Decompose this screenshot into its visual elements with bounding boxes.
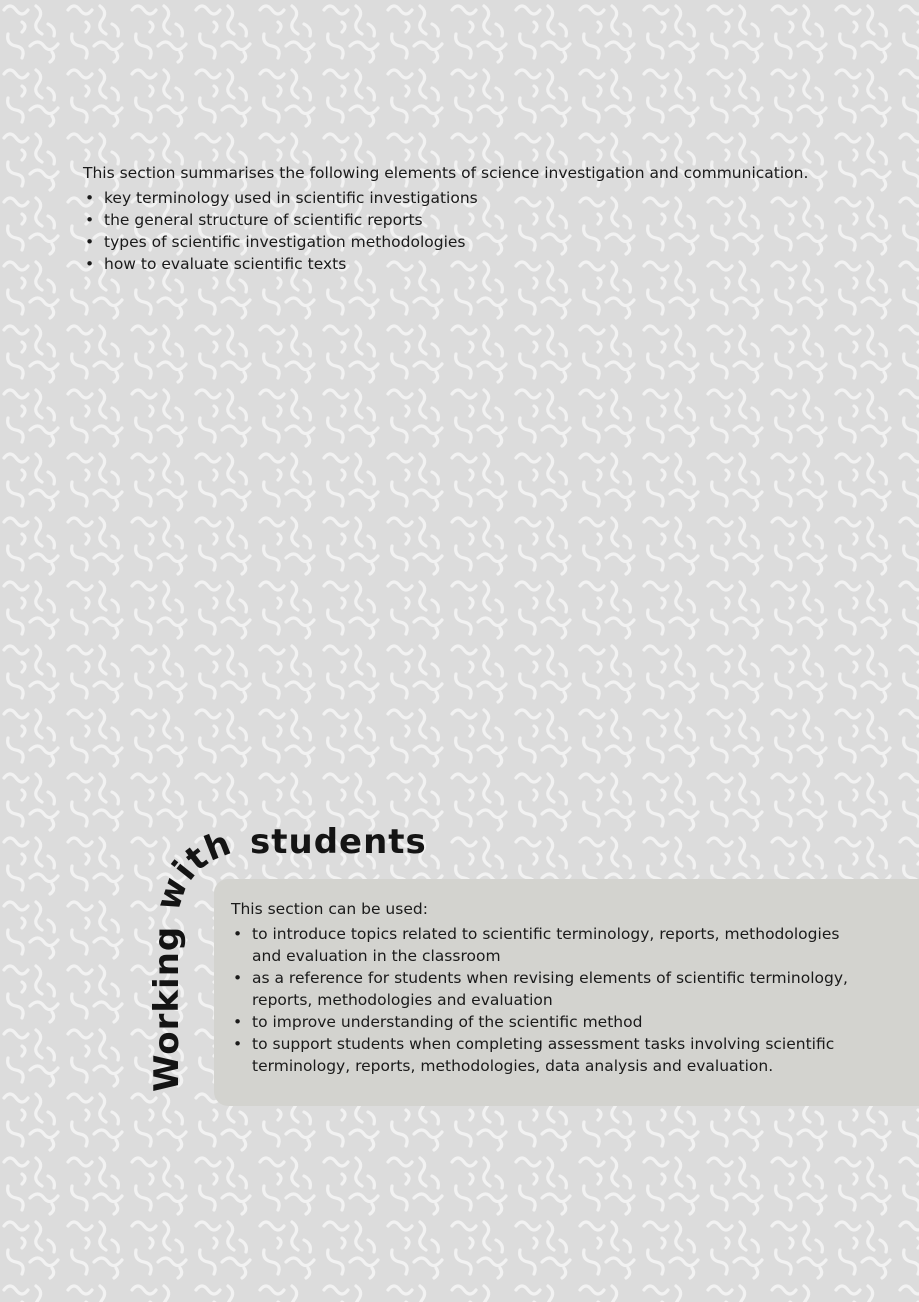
heading-students: students <box>250 822 427 862</box>
list-item: • to support students when completing assessment tasks involving scientific terminology, reports, methodologies, data analysis and evaluation. <box>233 1035 835 1075</box>
summary-lead: This section summarises the following elements of science investigation and communication. <box>83 164 809 182</box>
bullet-icon: • <box>85 189 95 207</box>
list-item: • to improve understanding of the scientific method <box>233 1013 643 1031</box>
list-item: • the general structure of scientific reports <box>85 211 423 229</box>
list-item: • types of scientific investigation methodologies <box>85 233 466 251</box>
list-item: • key terminology used in scientific investigations <box>85 189 478 207</box>
bullet-icon: • <box>85 233 95 251</box>
section-summary <box>83 162 883 275</box>
panel-content <box>231 898 871 1077</box>
bullet-icon: • <box>233 925 243 943</box>
bullet-icon: • <box>85 211 95 229</box>
heading-working-with: Working with <box>146 823 238 1092</box>
svg-text:Working with <box>147 823 237 1092</box>
bullet-icon: • <box>233 969 243 987</box>
panel-lead: This section can be used: <box>231 900 428 918</box>
list-item: • how to evaluate scientific texts <box>85 255 347 273</box>
bullet-icon: • <box>85 255 95 273</box>
bullet-icon: • <box>233 1013 243 1031</box>
usage-list <box>231 923 871 1077</box>
bullet-icon: • <box>233 1035 243 1053</box>
summary-list <box>83 187 883 275</box>
list-item: • to introduce topics related to scientific terminology, reports, methodologies and evaluation in the classroom <box>233 925 840 965</box>
list-item: • as a reference for students when revising elements of scientific terminology, reports, methodologies and evaluation <box>233 969 848 1009</box>
